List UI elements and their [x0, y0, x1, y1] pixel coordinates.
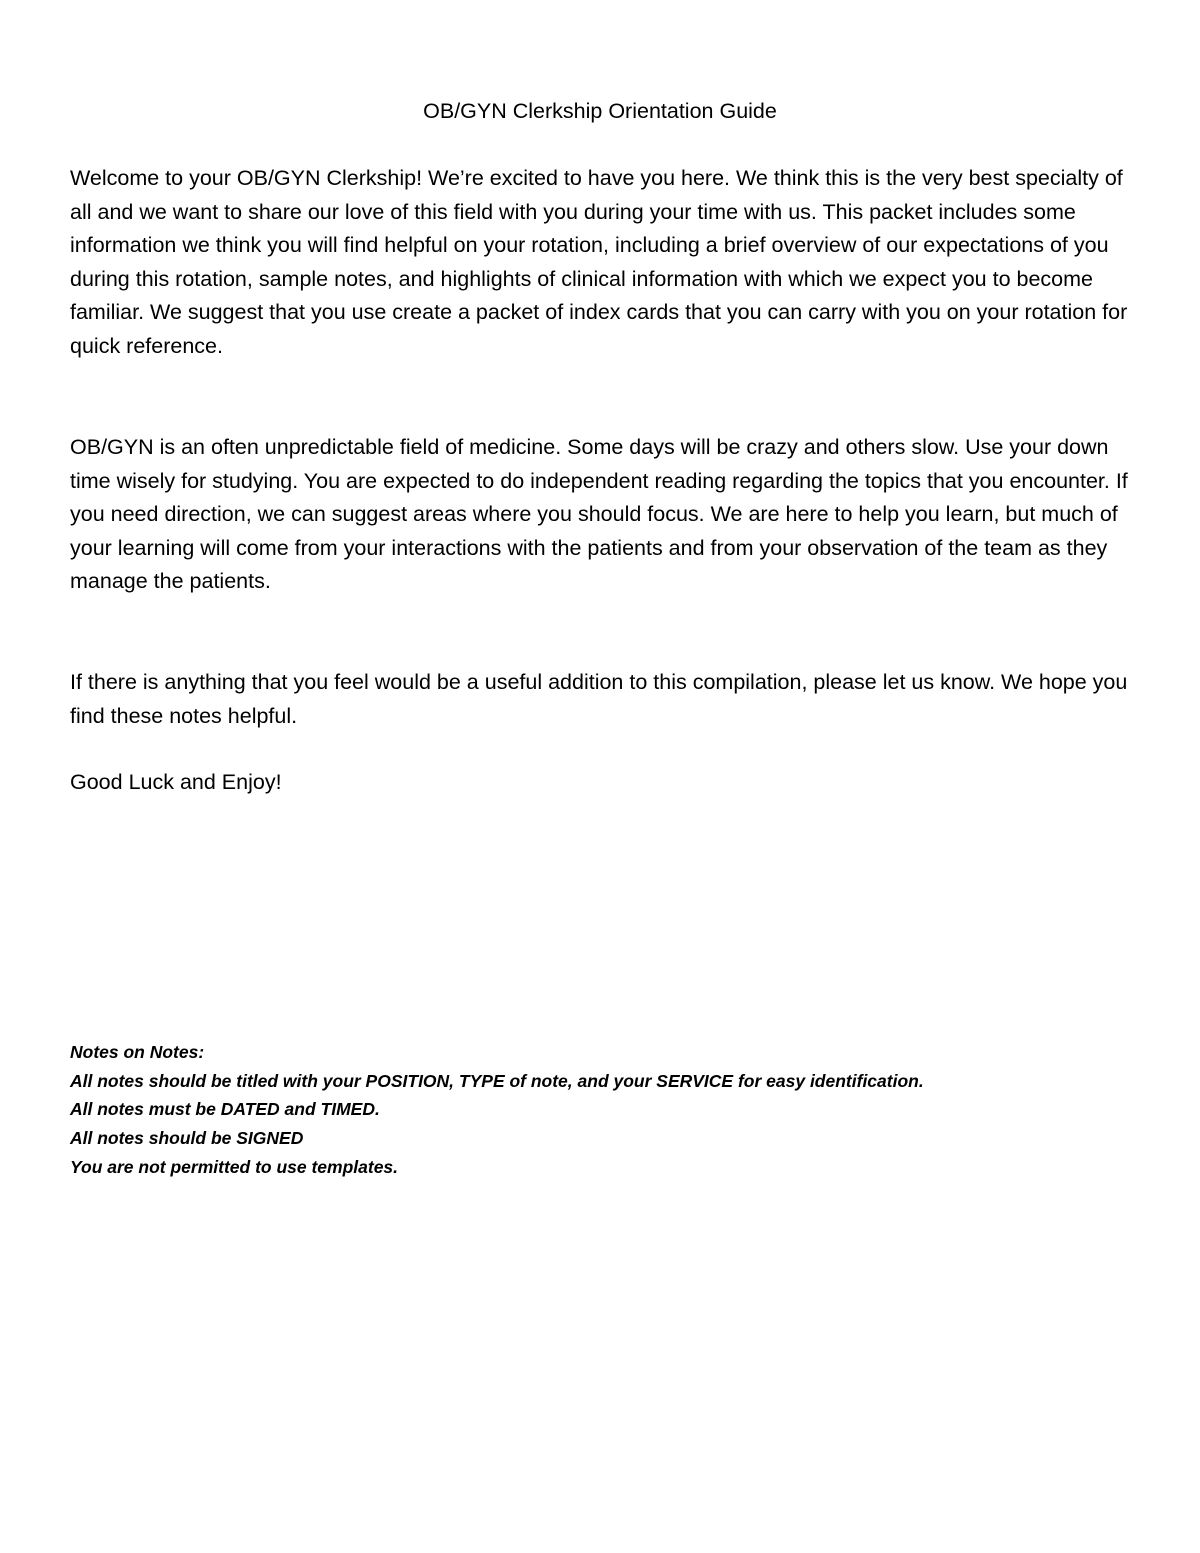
notes-heading: Notes on Notes:	[70, 1042, 205, 1062]
notes-rule-dated: All notes must be DATED and TIMED.	[70, 1099, 380, 1120]
notes-on-notes-section	[70, 1038, 1150, 1182]
expectations-paragraph: OB/GYN is an often unpredictable field of medicine. Some days will be crazy and others slow. Use your down time wisely for studying. You are expected to do independent reading regarding the topics that you encounter. If you need direction, we can suggest areas where you should focus. We are here to help you learn, but much of your learning will come from your interactions with the patients and from your observation of the team as they manage the patients.	[70, 435, 1128, 594]
notes-rule-title: All notes should be titled with your POSITION, TYPE of note, and your SERVICE for easy identification.	[70, 1070, 924, 1091]
welcome-paragraph: Welcome to your OB/GYN Clerkship! We’re excited to have you here. We think this is the very best specialty of all and we want to share our love of this field with you during your time with us. This packet includes some information we think you will find helpful on your rotation, including a brief overview of our expectations of you during this rotation, sample notes, and highlights of clinical information with which we expect you to become familiar. We suggest that you use create a packet of index cards that you can carry with you on your rotation for quick reference.	[70, 166, 1128, 358]
document-title: OB/GYN Clerkship Orientation Guide	[423, 99, 777, 123]
feedback-paragraph: If there is anything that you feel would be a useful addition to this compilation, please let us know. We hope you find these notes helpful.	[70, 670, 1128, 728]
closing-line: Good Luck and Enjoy!	[70, 770, 282, 794]
notes-rule-templates: You are not permitted to use templates.	[70, 1156, 399, 1177]
notes-rule-signed: All notes should be SIGNED	[70, 1128, 304, 1149]
